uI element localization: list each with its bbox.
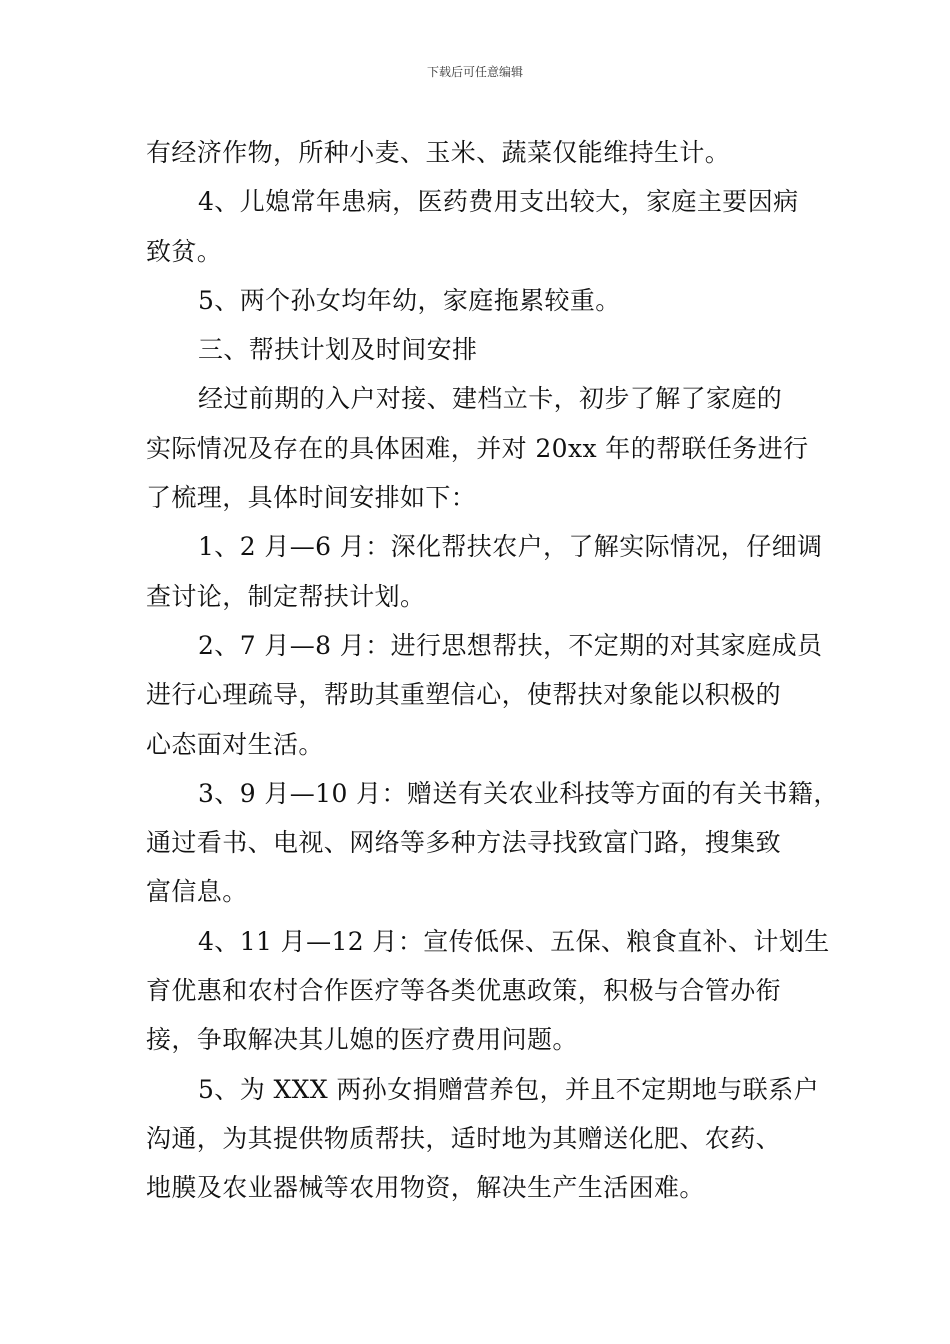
text-line: 富信息。 [146, 877, 248, 907]
text-line: 2、7 月—8 月：进行思想帮扶，不定期的对其家庭成员 [198, 630, 823, 660]
page-header: 下载后可任意编辑 [426, 65, 523, 79]
text-line: 地膜及农业器械等农用物资，解决生产生活困难。 [146, 1173, 705, 1203]
text-line: 进行心理疏导，帮助其重塑信心，使帮扶对象能以积极的 [146, 680, 782, 710]
text-line: 实际情况及存在的具体困难，并对 20xx 年的帮联任务进行 [146, 433, 809, 463]
text-line: 了梳理，具体时间安排如下： [146, 483, 477, 513]
section-heading: 三、帮扶计划及时间安排 [198, 335, 478, 365]
text-line: 5、两个孙女均年幼，家庭拖累较重。 [198, 285, 621, 315]
text-line: 5、为 XXX 两孙女捐赠营养包，并且不定期地与联系户 [198, 1074, 819, 1104]
text-line: 查讨论，制定帮扶计划。 [146, 581, 426, 611]
text-line: 接，争取解决其儿媳的医疗费用问题。 [146, 1025, 578, 1055]
text-line: 沟通，为其提供物质帮扶，适时地为其赠送化肥、农药、 [146, 1123, 782, 1153]
text-line: 致贫。 [146, 236, 223, 266]
text-line: 心态面对生活。 [146, 729, 324, 759]
text-line: 有经济作物，所种小麦、玉米、蔬菜仅能维持生计。 [146, 138, 731, 167]
text-line: 3、9 月—10 月：赠送有关农业科技等方面的有关书籍， [198, 778, 839, 808]
text-line: 1、2 月—6 月：深化帮扶农户，了解实际情况，仔细调 [198, 532, 823, 562]
text-line: 4、11 月—12 月：宣传低保、五保、粮食直补、计划生 [198, 926, 830, 956]
document-body [146, 128, 839, 1213]
text-line: 育优惠和农村合作医疗等各类优惠政策，积极与合管办衔 [146, 976, 782, 1006]
text-line: 通过看书、电视、网络等多种方法寻找致富门路，搜集致 [146, 828, 782, 858]
text-line: 4、儿媳常年患病，医药费用支出较大，家庭主要因病 [198, 187, 799, 217]
text-line: 经过前期的入户对接、建档立卡，初步了解了家庭的 [198, 384, 783, 414]
